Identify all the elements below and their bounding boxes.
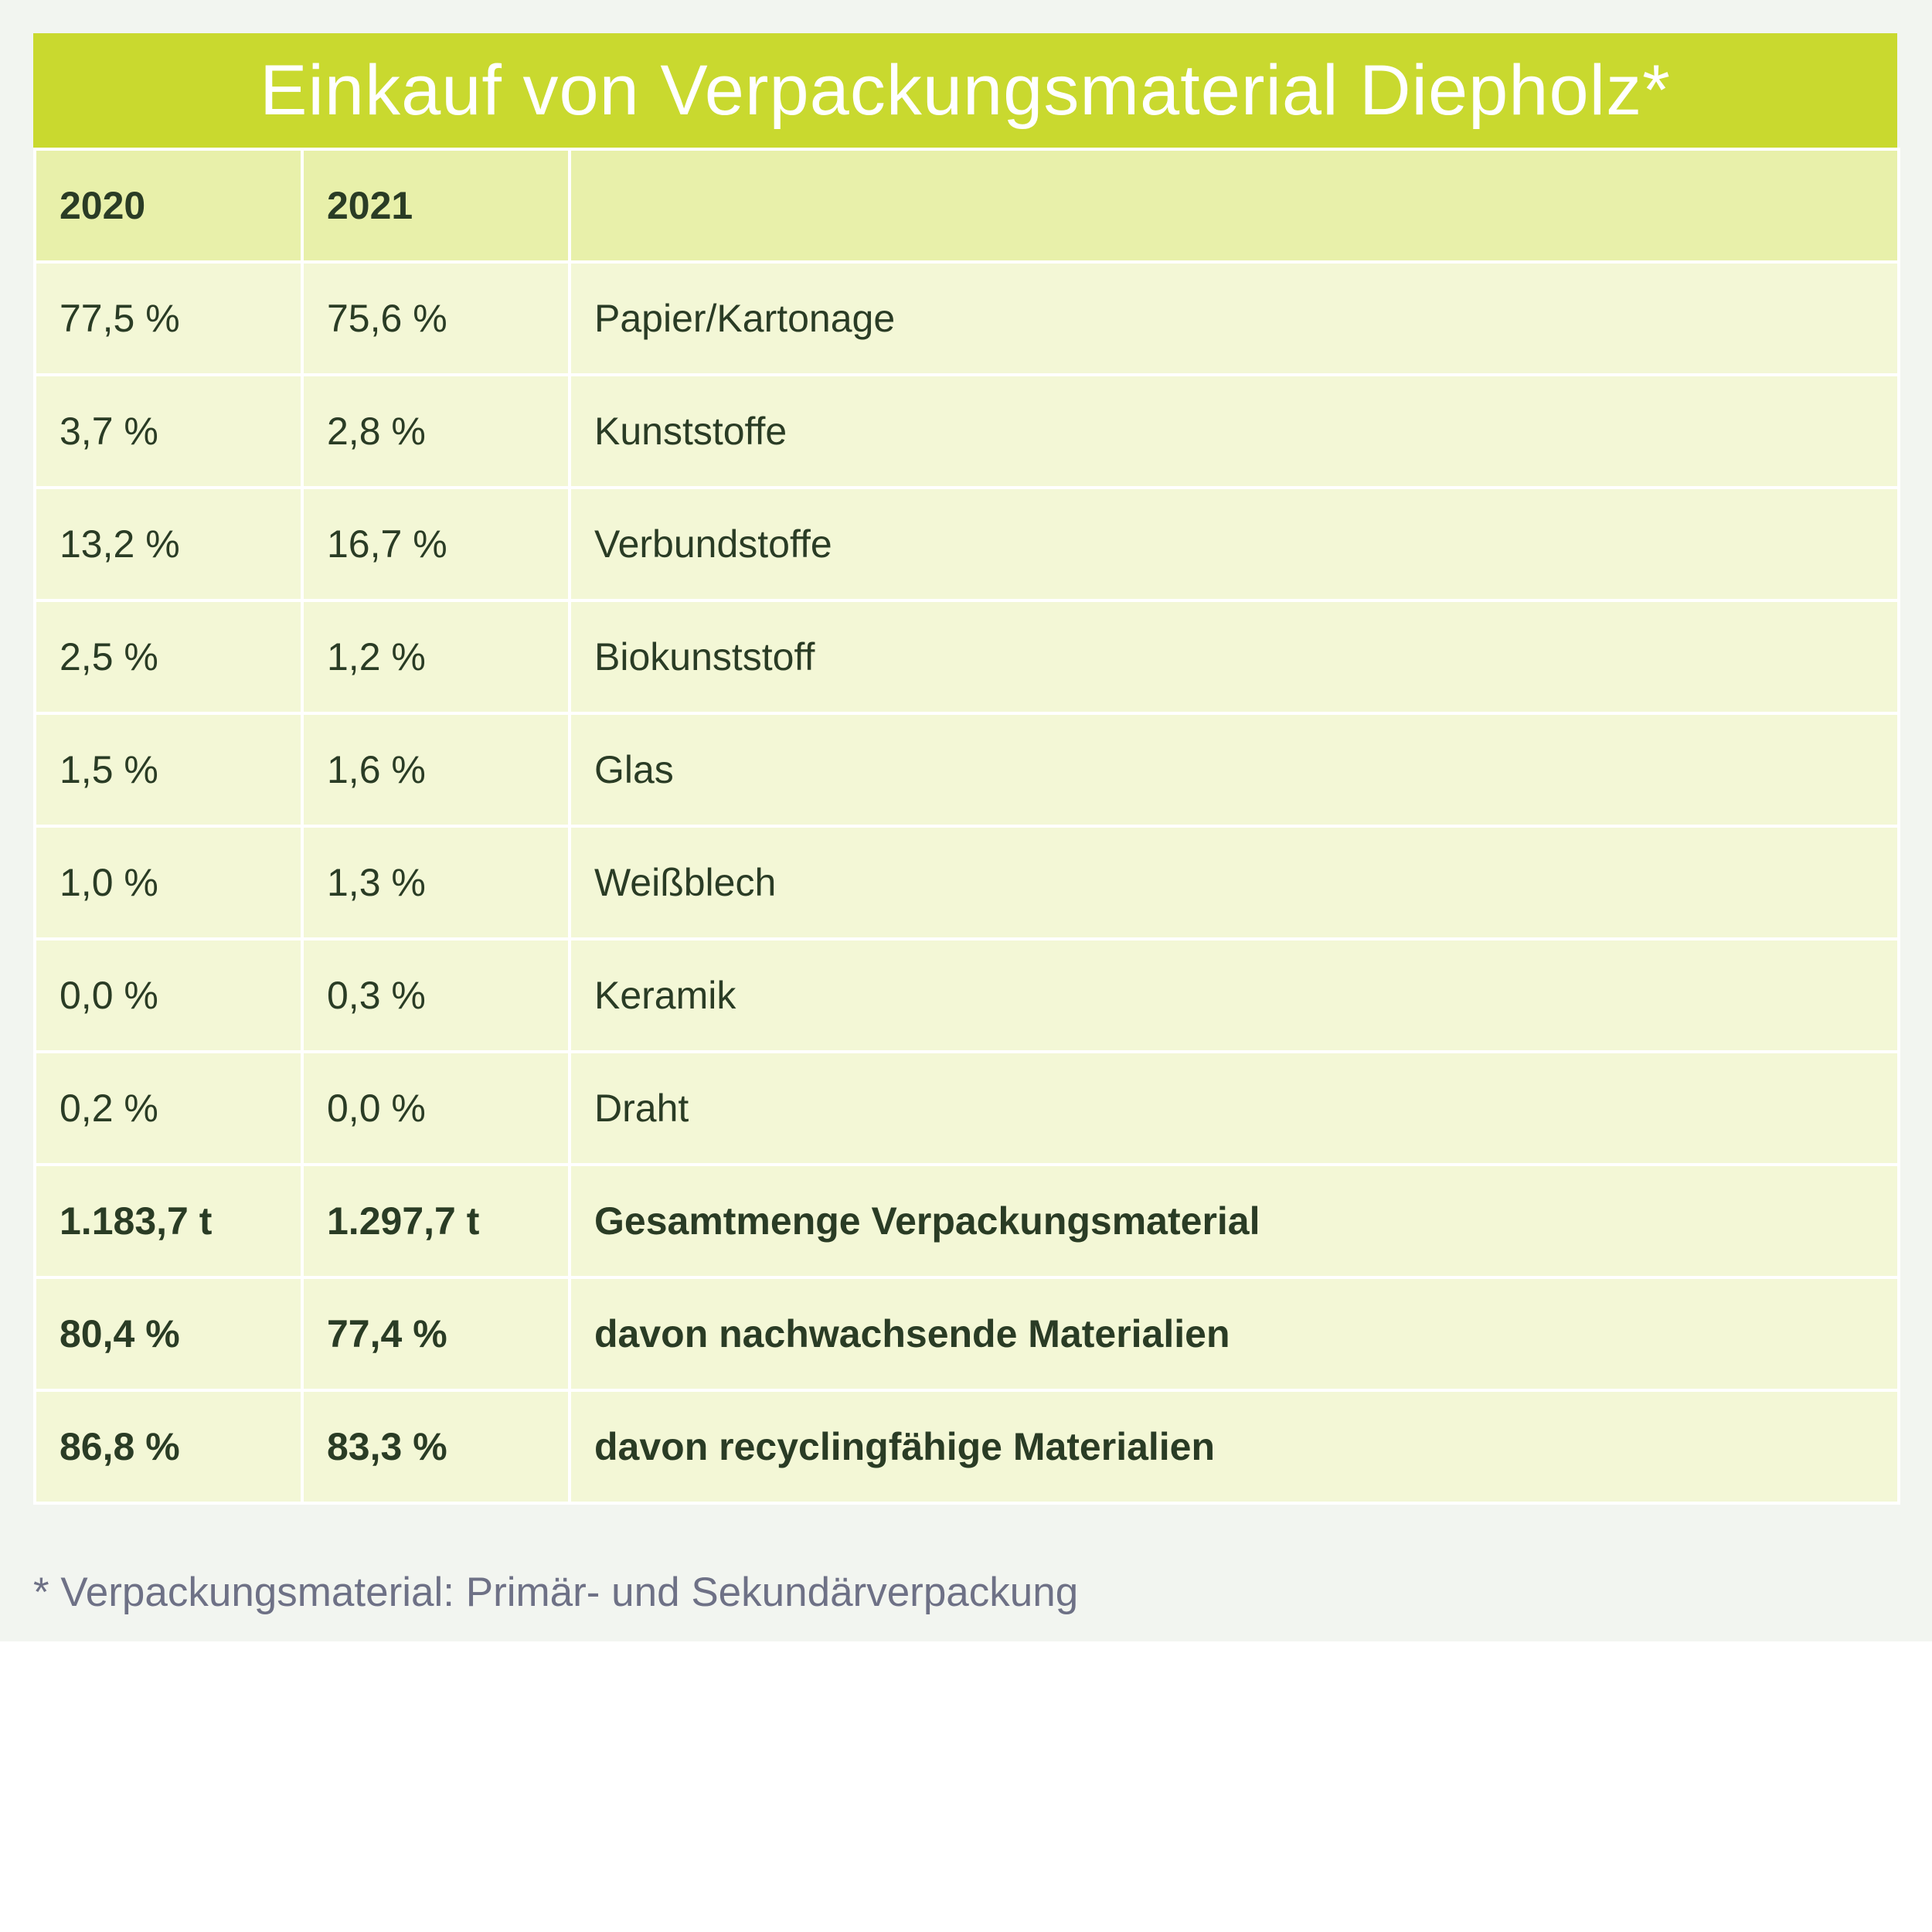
header-cell-2020: 2020 bbox=[35, 149, 302, 262]
table-row bbox=[35, 600, 1899, 713]
cell-2021: 16,7 % bbox=[302, 488, 570, 600]
cell-2021: 2,8 % bbox=[302, 375, 570, 488]
cell-2020: 1,5 % bbox=[35, 713, 302, 826]
cell-2020: 0,0 % bbox=[35, 939, 302, 1052]
cell-2021: 0,0 % bbox=[302, 1052, 570, 1165]
packaging-table bbox=[33, 148, 1900, 1505]
table-row bbox=[35, 939, 1899, 1052]
cell-label: Verbundstoffe bbox=[570, 488, 1899, 600]
table-row bbox=[35, 1165, 1899, 1277]
table-row bbox=[35, 1052, 1899, 1165]
title-bar bbox=[33, 33, 1897, 148]
cell-2020: 13,2 % bbox=[35, 488, 302, 600]
cell-label: davon recyclingfähige Materialien bbox=[570, 1390, 1899, 1503]
cell-2021: 1,2 % bbox=[302, 600, 570, 713]
cell-2020: 80,4 % bbox=[35, 1277, 302, 1390]
table-row bbox=[35, 262, 1899, 375]
cell-2021: 0,3 % bbox=[302, 939, 570, 1052]
header-cell-2021: 2021 bbox=[302, 149, 570, 262]
header-cell-label bbox=[570, 149, 1899, 262]
table-row bbox=[35, 1390, 1899, 1503]
cell-2020: 86,8 % bbox=[35, 1390, 302, 1503]
cell-label: Biokunststoff bbox=[570, 600, 1899, 713]
cell-label: Gesamtmenge Verpackungsmaterial bbox=[570, 1165, 1899, 1277]
cell-label: Keramik bbox=[570, 939, 1899, 1052]
table-row bbox=[35, 488, 1899, 600]
cell-2020: 2,5 % bbox=[35, 600, 302, 713]
cell-2021: 77,4 % bbox=[302, 1277, 570, 1390]
table-container bbox=[33, 33, 1897, 1505]
cell-2020: 3,7 % bbox=[35, 375, 302, 488]
cell-2021: 83,3 % bbox=[302, 1390, 570, 1503]
cell-label: Glas bbox=[570, 713, 1899, 826]
table-title: Einkauf von Verpackungsmaterial Diepholz* bbox=[260, 50, 1671, 130]
header-row bbox=[35, 149, 1899, 262]
cell-2021: 1,6 % bbox=[302, 713, 570, 826]
cell-2021: 1.297,7 t bbox=[302, 1165, 570, 1277]
table-row bbox=[35, 1277, 1899, 1390]
cell-label: Papier/Kartonage bbox=[570, 262, 1899, 375]
cell-2020: 0,2 % bbox=[35, 1052, 302, 1165]
cell-2020: 77,5 % bbox=[35, 262, 302, 375]
table-row bbox=[35, 713, 1899, 826]
table-row bbox=[35, 375, 1899, 488]
cell-2020: 1.183,7 t bbox=[35, 1165, 302, 1277]
footnote: * Verpackungsmaterial: Primär- und Sekundärverpackung bbox=[33, 1570, 1079, 1615]
cell-label: Draht bbox=[570, 1052, 1899, 1165]
cell-2021: 1,3 % bbox=[302, 826, 570, 939]
cell-2021: 75,6 % bbox=[302, 262, 570, 375]
cell-label: Kunststoffe bbox=[570, 375, 1899, 488]
cell-2020: 1,0 % bbox=[35, 826, 302, 939]
table-row bbox=[35, 826, 1899, 939]
cell-label: Weißblech bbox=[570, 826, 1899, 939]
cell-label: davon nachwachsende Materialien bbox=[570, 1277, 1899, 1390]
